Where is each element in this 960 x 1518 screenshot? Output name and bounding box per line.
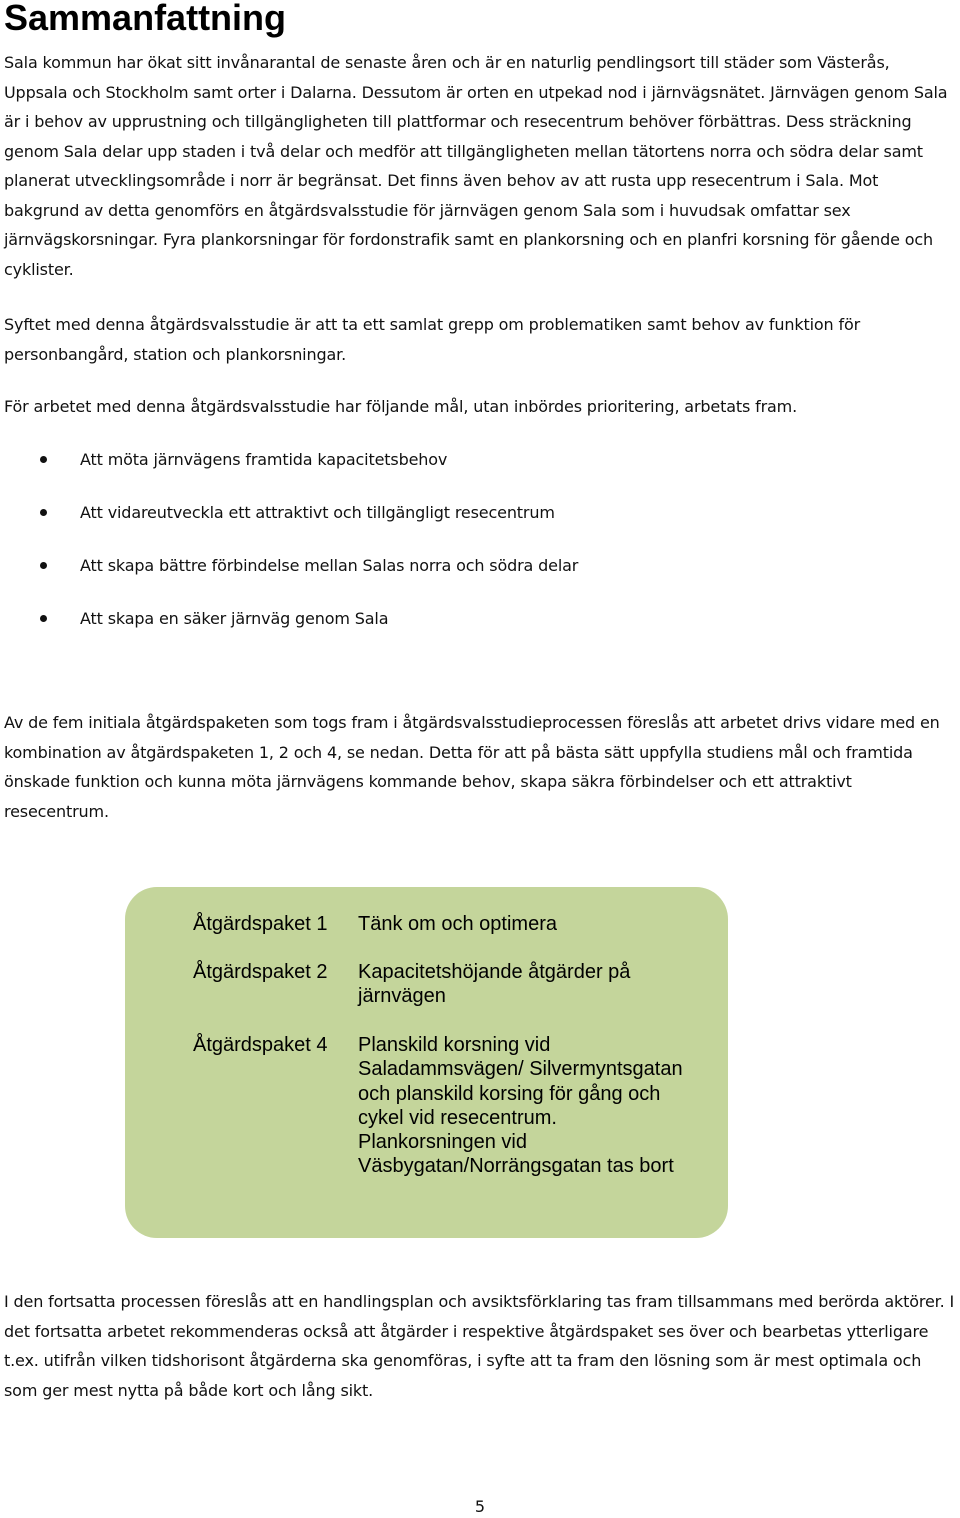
page-number: 5 xyxy=(474,1497,486,1516)
page-heading: Sammanfattning xyxy=(4,0,287,38)
recommendation-paragraph: Av de fem initiala åtgärdspaketen som togs fram i åtgärdsvalsstudieprocessen föreslås att arbetet drivs vidare med en kombination av åtgärdspaketen 1, 2 och 4, se nedan. Detta för att på bästa sätt uppfylla studiens mål och framtida önskade funktion och kunna möta järnvägens kommande behov, skapa säkra förbindelser och ett attraktivt resecentrum. xyxy=(4,713,940,821)
action-package-description: Planskild korsning vid Saladammsvägen/ Silvermyntsgatan och planskild korsing för gång och cykel vid resecentrum. Plankorsningen vid Väsbygatan/Norrängsgatan tas bort xyxy=(358,1034,683,1178)
goal-text: Att skapa en säker järnväg genom Sala xyxy=(80,609,389,628)
action-package-name: Åtgärdspaket 1 xyxy=(193,913,328,935)
bullet-icon xyxy=(40,509,47,516)
action-package-description: Kapacitetshöjande åtgärder på järnvägen xyxy=(358,961,631,1008)
goal-text: Att möta järnvägens framtida kapacitetsbehov xyxy=(80,450,448,469)
goal-item xyxy=(0,445,960,498)
goal-text: Att skapa bättre förbindelse mellan Salas norra och södra delar xyxy=(80,556,579,575)
purpose-paragraph: Syftet med denna åtgärdsvalsstudie är att ta ett samlat grepp om problematiken samt behov av funktion för personbangård, station och plankorsningar. xyxy=(4,315,861,364)
action-package-description: Tänk om och optimera xyxy=(358,913,557,935)
closing-paragraph: I den fortsatta processen föreslås att en handlingsplan och avsiktsförklaring tas fram tillsammans med berörda aktörer. I det fortsatta arbetet rekommenderas också att åtgärder i respektive åtgärdspaket ses över och bearbetas ytterligare t.ex. utifrån vilken tidshorisont åtgärderna ska genomföras, i syfte att ta fram den lösning som är mest optimala och som ger mest nytta på både kort och lång sikt. xyxy=(4,1292,955,1400)
bullet-icon xyxy=(40,456,47,463)
goal-item xyxy=(0,498,960,551)
goals-intro-paragraph: För arbetet med denna åtgärdsvalsstudie har följande mål, utan inbördes prioritering, arbetats fram. xyxy=(4,397,798,416)
goal-item xyxy=(0,604,960,657)
goal-item xyxy=(0,551,960,604)
action-package-name: Åtgärdspaket 4 xyxy=(193,1034,328,1056)
bullet-icon xyxy=(40,562,47,569)
goals-list xyxy=(0,445,960,657)
action-package-box xyxy=(125,887,728,1238)
intro-paragraph: Sala kommun har ökat sitt invånarantal de senaste åren och är en naturlig pendlingsort till städer som Västerås, Uppsala och Stockholm samt orter i Dalarna. Dessutom är orten en utpekad nod i järnvägsnätet. Järnvägen genom Sala är i behov av upprustning och tillgängligheten till plattformar och resecentrum behöver förbättras. Dess sträckning genom Sala delar upp staden i två delar och medför att tillgängligheten mellan tätortens norra och södra delar samt planerat utvecklingsområde i norr är begränsat. Det finns även behov av att rusta upp resecentrum i Sala. Mot bakgrund av detta genomförs en åtgärdsvalsstudie för järnvägen genom Sala som i huvudsak omfattar sex järnvägskorsningar. Fyra plankorsningar för fordonstrafik samt en plankorsning och en planfri korsning för gående och cyklister. xyxy=(4,53,948,279)
goal-text: Att vidareutveckla ett attraktivt och tillgängligt resecentrum xyxy=(80,503,555,522)
bullet-icon xyxy=(40,615,47,622)
action-package-name: Åtgärdspaket 2 xyxy=(193,961,328,983)
